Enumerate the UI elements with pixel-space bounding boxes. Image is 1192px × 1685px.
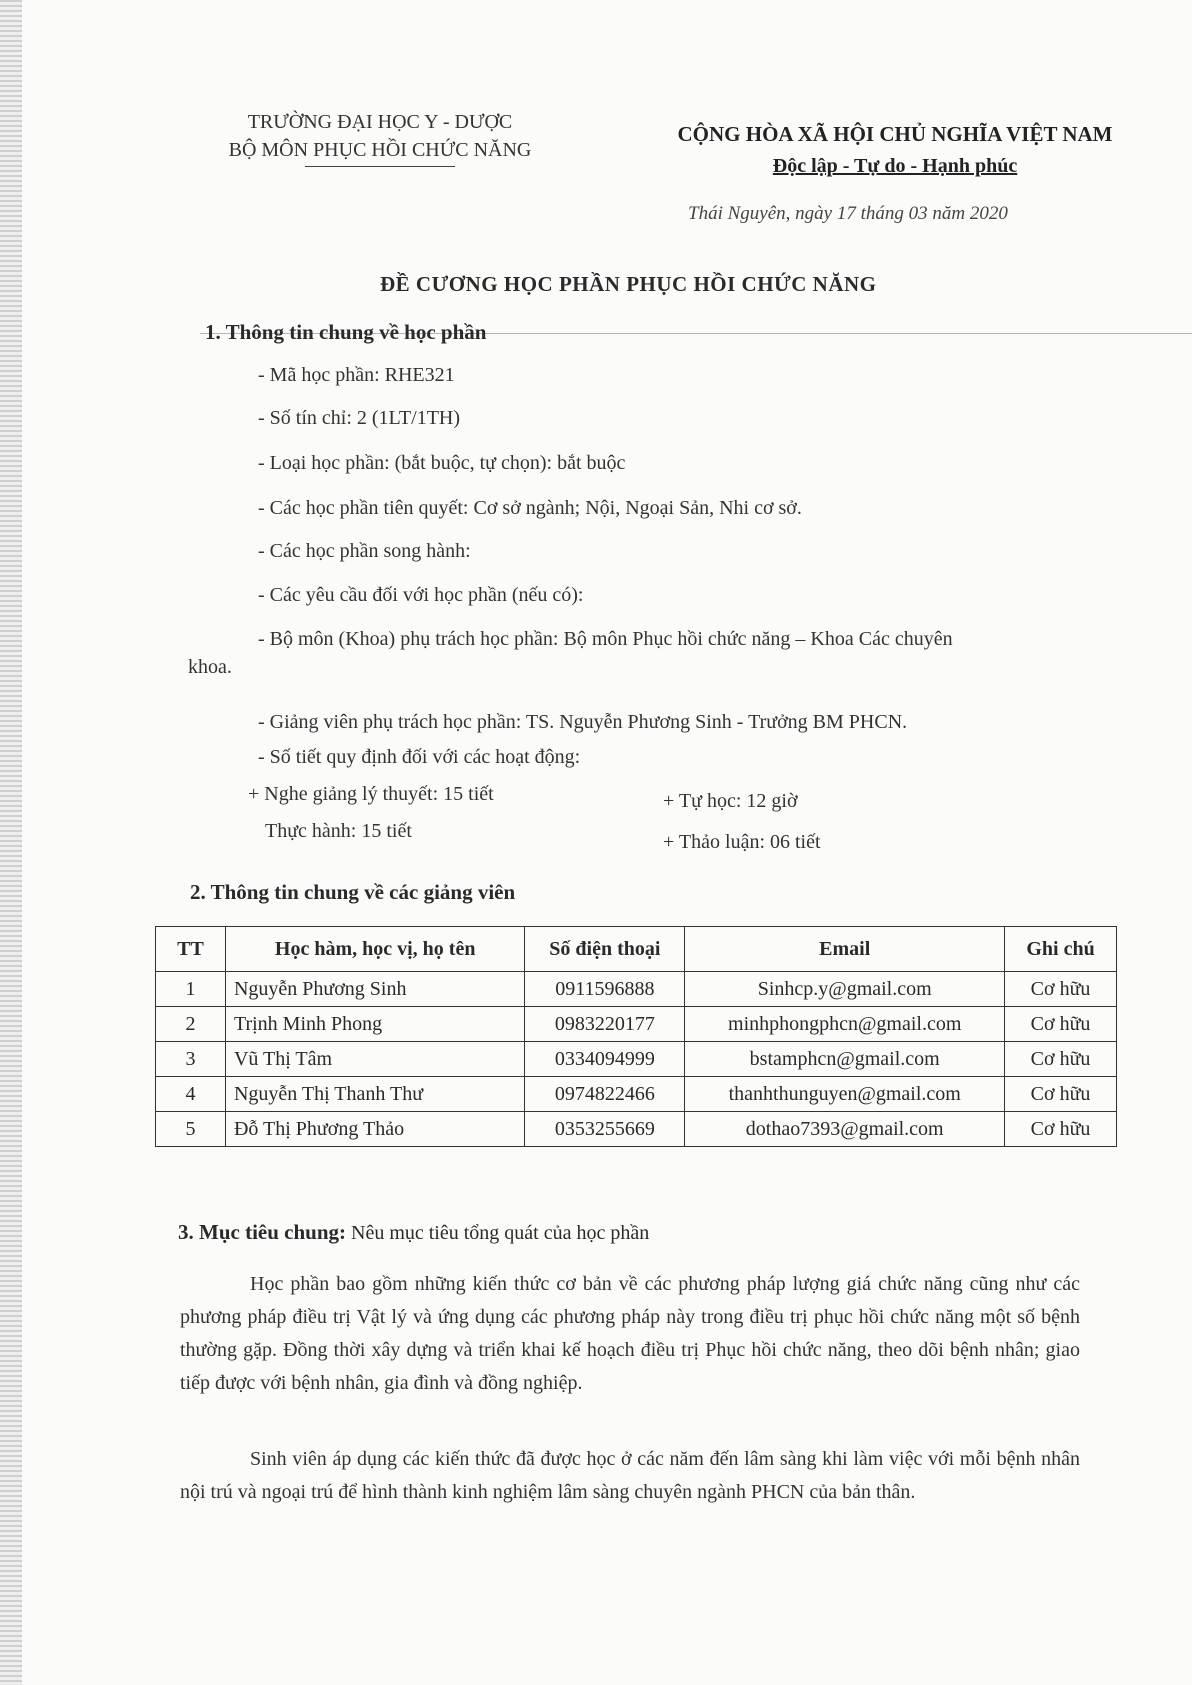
lecturers-table — [155, 926, 1117, 1147]
country-name: CỘNG HÒA XÃ HỘI CHỦ NGHĨA VIỆT NAM — [677, 122, 1113, 146]
cell-note: Cơ hữu — [1005, 1042, 1117, 1077]
table-row — [156, 1007, 1117, 1042]
cell-name: Nguyễn Thị Thanh Thư — [225, 1077, 524, 1112]
cell-tt: 5 — [156, 1112, 226, 1147]
cell-email: Sinhcp.y@gmail.com — [685, 972, 1005, 1007]
hours-heading: - Số tiết quy định đối với các hoạt động: — [258, 746, 581, 768]
objective-paragraph-1-text: Học phần bao gồm những kiến thức cơ bản về các phương pháp lượng giá chức năng cũng như các phương pháp điều trị Vật lý và ứng dụng các phương pháp này trong điều trị phục hồi chức năng một số bệnh thường gặp. Đồng thời xây dựng và triển khai kế hoạch điều trị Phục hồi chức năng, theo dõi bệnh nhân; giao tiếp được với bệnh nhân, gia đình và đồng nghiệp. — [180, 1273, 1080, 1394]
cell-phone: 0974822466 — [525, 1077, 685, 1112]
department-in-charge: - Bộ môn (Khoa) phụ trách học phần: Bộ môn Phục hồi chức năng – Khoa Các chuyên — [258, 628, 953, 650]
col-header-email: Email — [685, 927, 1005, 972]
course-type: - Loại học phần: (bắt buộc, tự chọn): bắt buộc — [258, 452, 626, 474]
corequisites: - Các học phần song hành: — [258, 540, 471, 562]
section2-heading: 2. Thông tin chung về các giảng viên — [190, 880, 516, 904]
cell-email: bstamphcn@gmail.com — [685, 1042, 1005, 1077]
theory-hours: + Nghe giảng lý thuyết: 15 tiết — [248, 783, 494, 805]
self-study-hours: + Tự học: 12 giờ — [663, 790, 798, 812]
course-code: - Mã học phần: RHE321 — [258, 364, 455, 386]
objective-paragraph-2-text: Sinh viên áp dụng các kiến thức đã được học ở các năm đến lâm sàng khi làm việc với mỗi bệnh nhân nội trú và ngoại trú để hình thành kinh nghiệm lâm sàng chuyên ngành PHCN của bản thân. — [180, 1448, 1080, 1503]
lecturer-in-charge: - Giảng viên phụ trách học phần: TS. Nguyễn Phương Sinh - Trưởng BM PHCN. — [258, 711, 908, 733]
col-header-name: Học hàm, học vị, họ tên — [225, 927, 524, 972]
col-header-note: Ghi chú — [1005, 927, 1117, 972]
cell-email: minhphongphcn@gmail.com — [685, 1007, 1005, 1042]
table-row — [156, 1112, 1117, 1147]
section1-heading: 1. Thông tin chung về học phần — [205, 320, 487, 344]
cell-phone: 0353255669 — [525, 1112, 685, 1147]
cell-note: Cơ hữu — [1005, 1007, 1117, 1042]
section3-heading-label: 3. Mục tiêu chung: — [178, 1220, 346, 1244]
cell-phone: 0334094999 — [525, 1042, 685, 1077]
cell-tt: 4 — [156, 1077, 226, 1112]
cell-note: Cơ hữu — [1005, 1077, 1117, 1112]
table-header-row — [156, 927, 1117, 972]
objective-paragraph-2 — [180, 1443, 1080, 1509]
cell-name: Đỗ Thị Phương Thảo — [225, 1112, 524, 1147]
discussion-hours: + Thảo luận: 06 tiết — [663, 831, 821, 853]
section3-heading — [178, 1220, 649, 1245]
prerequisites: - Các học phần tiên quyết: Cơ sở ngành; Nội, Ngoại Sản, Nhi cơ sở. — [258, 497, 802, 519]
institution-header — [160, 108, 600, 167]
department-in-charge-cont: khoa. — [188, 656, 232, 678]
scan-edge — [0, 0, 22, 1685]
university-name: TRƯỜNG ĐẠI HỌC Y - DƯỢC — [247, 111, 513, 133]
document-title: ĐỀ CƯƠNG HỌC PHẦN PHỤC HỒI CHỨC NĂNG — [380, 272, 877, 296]
cell-phone: 0911596888 — [525, 972, 685, 1007]
cell-email: thanhthunguyen@gmail.com — [685, 1077, 1005, 1112]
cell-tt: 3 — [156, 1042, 226, 1077]
department-name: BỘ MÔN PHỤC HỒI CHỨC NĂNG — [228, 139, 532, 161]
national-motto: Độc lập - Tự do - Hạnh phúc — [772, 155, 1018, 177]
table-row — [156, 1042, 1117, 1077]
cell-tt: 2 — [156, 1007, 226, 1042]
practice-hours: Thực hành: 15 tiết — [265, 820, 412, 842]
header-underline — [305, 166, 455, 167]
table-row — [156, 972, 1117, 1007]
cell-name: Vũ Thị Tâm — [225, 1042, 524, 1077]
cell-note: Cơ hữu — [1005, 972, 1117, 1007]
col-header-tt: TT — [156, 927, 226, 972]
cell-phone: 0983220177 — [525, 1007, 685, 1042]
requirements: - Các yêu cầu đối với học phần (nếu có): — [258, 584, 584, 606]
cell-note: Cơ hữu — [1005, 1112, 1117, 1147]
cell-name: Nguyễn Phương Sinh — [225, 972, 524, 1007]
objective-paragraph-1 — [180, 1268, 1080, 1400]
table-row — [156, 1077, 1117, 1112]
credits: - Số tín chỉ: 2 (1LT/1TH) — [258, 407, 461, 429]
section3-heading-text: Nêu mục tiêu tổng quát của học phần — [346, 1222, 650, 1244]
cell-tt: 1 — [156, 972, 226, 1007]
cell-email: dothao7393@gmail.com — [685, 1112, 1005, 1147]
document-date: Thái Nguyên, ngày 17 tháng 03 năm 2020 — [688, 203, 1008, 224]
national-header — [625, 118, 1165, 182]
col-header-phone: Số điện thoại — [525, 927, 685, 972]
cell-name: Trịnh Minh Phong — [225, 1007, 524, 1042]
